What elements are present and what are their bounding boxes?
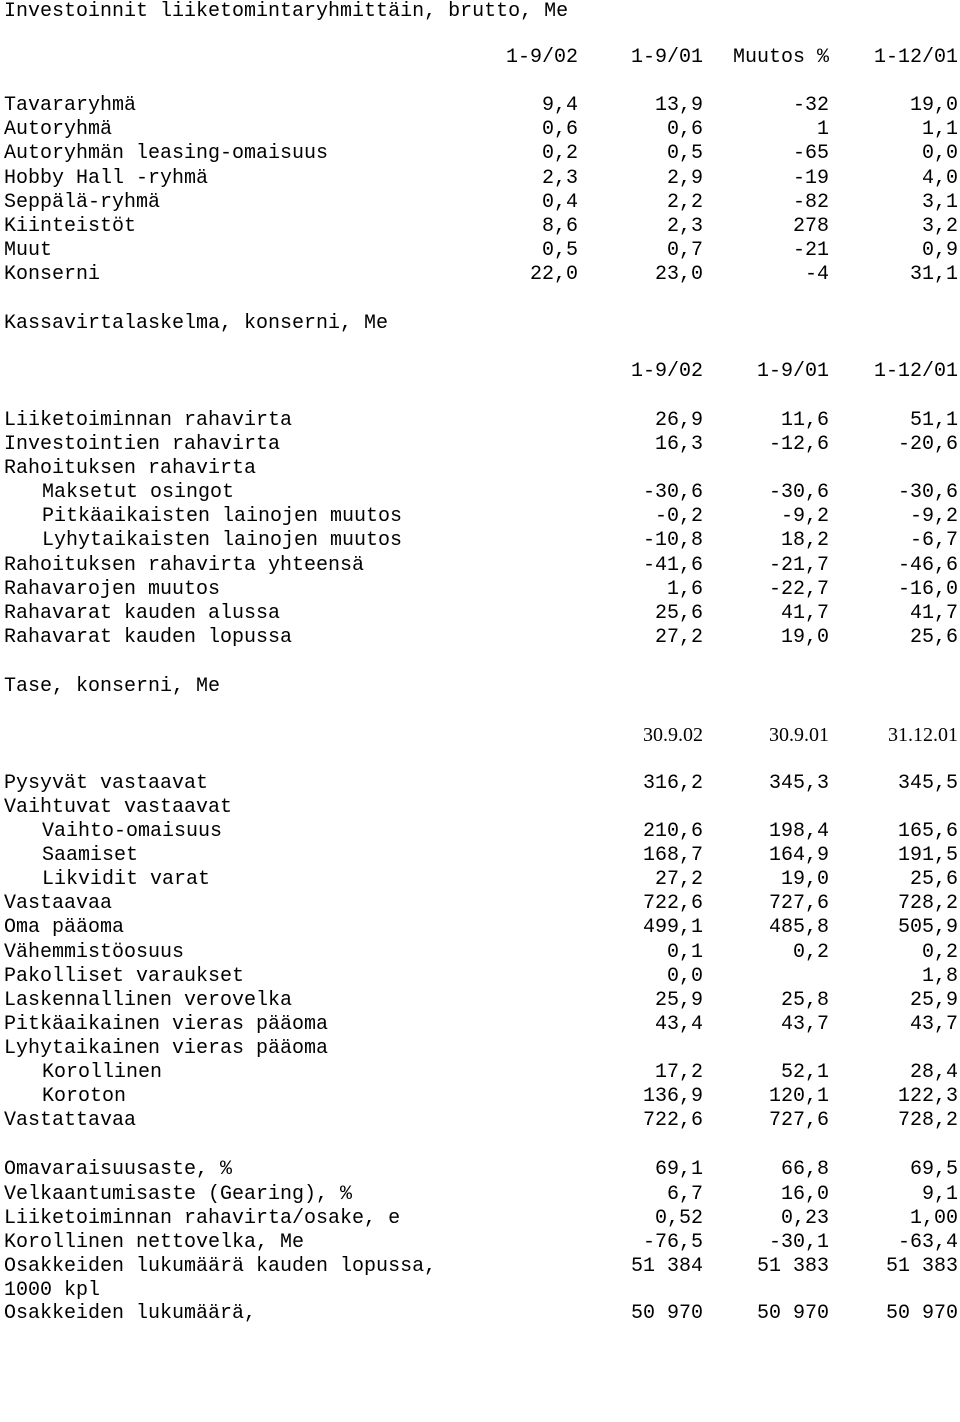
table-row <box>0 529 960 553</box>
table-row <box>0 191 960 215</box>
cell: -82 <box>792 191 829 214</box>
cell: 51,1 <box>909 409 958 432</box>
table-row <box>0 1013 960 1037</box>
row-label: Velkaantumisaste (Gearing), % <box>4 1183 353 1206</box>
cell: 164,9 <box>768 844 829 867</box>
table-row <box>0 916 960 940</box>
cell: 0,2 <box>921 941 958 964</box>
col-header-2: 1-9/01 <box>756 360 829 383</box>
cell: 18,2 <box>780 529 829 552</box>
section1-title-line <box>0 0 960 24</box>
cell: 52,1 <box>780 1061 829 1084</box>
row-label: Konserni <box>4 263 101 286</box>
row-label: Osakkeiden lukumäärä kauden lopussa, <box>4 1255 437 1278</box>
row-label: Korollinen <box>42 1061 163 1084</box>
row-label: Pakolliset varaukset <box>4 965 245 988</box>
table-row <box>0 772 960 796</box>
col-header-3: 1-12/01 <box>873 360 958 383</box>
cell: 728,2 <box>897 1109 958 1132</box>
cell: 50 970 <box>756 1302 829 1325</box>
cell: 165,6 <box>897 820 958 843</box>
table-row <box>0 820 960 844</box>
table-row <box>0 433 960 457</box>
cell: 41,7 <box>909 602 958 625</box>
cell: 0,9 <box>921 239 958 262</box>
cell: 13,9 <box>654 94 703 117</box>
cell: 3,2 <box>921 215 958 238</box>
cell: 9,1 <box>921 1183 958 1206</box>
cell: 1 <box>816 118 829 141</box>
cell: 168,7 <box>642 844 703 867</box>
row-label: Laskennallinen verovelka <box>4 989 293 1012</box>
cell: 31,1 <box>909 263 958 286</box>
cell: 27,2 <box>654 868 703 891</box>
cell: 0,0 <box>921 142 958 165</box>
table-row <box>0 1183 960 1207</box>
table-row <box>0 892 960 916</box>
cell: 485,8 <box>768 916 829 939</box>
table-row <box>0 167 960 191</box>
cell: -12,6 <box>768 433 829 456</box>
cell: 0,5 <box>666 142 703 165</box>
table-row <box>0 1231 960 1255</box>
cell: 19,0 <box>909 94 958 117</box>
table-row <box>0 941 960 965</box>
cell: 210,6 <box>642 820 703 843</box>
cell: 11,6 <box>780 409 829 432</box>
cell: -30,1 <box>768 1231 829 1254</box>
cell: -4 <box>804 263 829 286</box>
cell: 120,1 <box>768 1085 829 1108</box>
cell: 3,1 <box>921 191 958 214</box>
cell: 51 383 <box>885 1255 958 1278</box>
cell: 198,4 <box>768 820 829 843</box>
row-label: Vastaavaa <box>4 892 113 915</box>
cell: 278 <box>792 215 829 238</box>
section3-title: Tase, konserni, Me <box>4 675 221 698</box>
col-header-1: 1-9/02 <box>505 46 578 69</box>
cell: 1,6 <box>666 578 703 601</box>
row-label: Vaihtuvat vastaavat <box>4 796 233 819</box>
cell: 2,2 <box>666 191 703 214</box>
cell: 9,4 <box>541 94 578 117</box>
cell: 2,9 <box>666 167 703 190</box>
section1-title: Investoinnit liiketomintaryhmittäin, brutto, Me <box>4 0 569 23</box>
cell: 122,3 <box>897 1085 958 1108</box>
row-label: 1000 kpl <box>4 1279 101 1302</box>
row-label: Rahavarojen muutos <box>4 578 221 601</box>
row-label: Autoryhmä <box>4 118 113 141</box>
cell: 0,7 <box>666 239 703 262</box>
cell: 136,9 <box>642 1085 703 1108</box>
section2-title-line <box>0 312 960 336</box>
table-row <box>0 1255 960 1279</box>
cell: 8,6 <box>541 215 578 238</box>
cell: 0,52 <box>654 1207 703 1230</box>
cell: -30,6 <box>768 481 829 504</box>
table-row <box>0 1279 960 1303</box>
row-label: Osakkeiden lukumäärä, <box>4 1302 257 1325</box>
row-label: Oma pääoma <box>4 916 125 939</box>
col-header-3: 31.12.01 <box>888 724 958 746</box>
cell: 66,8 <box>780 1158 829 1181</box>
cell: 345,3 <box>768 772 829 795</box>
cell: 26,9 <box>654 409 703 432</box>
cell: -21 <box>792 239 829 262</box>
cell: -30,6 <box>642 481 703 504</box>
table-row <box>0 1085 960 1109</box>
cell: -0,2 <box>654 505 703 528</box>
cell: 25,8 <box>780 989 829 1012</box>
table-row <box>0 94 960 118</box>
cell: 19,0 <box>780 868 829 891</box>
cell: 191,5 <box>897 844 958 867</box>
cell: 722,6 <box>642 1109 703 1132</box>
cell: 499,1 <box>642 916 703 939</box>
cell: 345,5 <box>897 772 958 795</box>
row-label: Lyhytaikaisten lainojen muutos <box>42 529 403 552</box>
cell: 25,6 <box>654 602 703 625</box>
cell: 0,0 <box>666 965 703 988</box>
row-label: Omavaraisuusaste, % <box>4 1158 233 1181</box>
cell: 51 384 <box>630 1255 703 1278</box>
cell: 505,9 <box>897 916 958 939</box>
row-label: Saamiset <box>42 844 139 867</box>
table-row <box>0 1061 960 1085</box>
row-label: Vaihto-omaisuus <box>42 820 223 843</box>
row-label: Pitkäaikaisten lainojen muutos <box>42 505 403 528</box>
cell: 23,0 <box>654 263 703 286</box>
row-label: Seppälä-ryhmä <box>4 191 161 214</box>
col-header-1: 1-9/02 <box>630 360 703 383</box>
row-label: Rahavarat kauden lopussa <box>4 626 293 649</box>
cell: 727,6 <box>768 1109 829 1132</box>
cell: 727,6 <box>768 892 829 915</box>
cell: 0,23 <box>780 1207 829 1230</box>
row-label: Maksetut osingot <box>42 481 235 504</box>
cell: 25,6 <box>909 626 958 649</box>
cell: 43,7 <box>780 1013 829 1036</box>
cell: -46,6 <box>897 554 958 577</box>
cell: 728,2 <box>897 892 958 915</box>
row-label: Korollinen nettovelka, Me <box>4 1231 305 1254</box>
row-label: Autoryhmän leasing-omaisuus <box>4 142 329 165</box>
section1-header-row <box>0 46 960 70</box>
row-label: Tavararyhmä <box>4 94 137 117</box>
cell: 6,7 <box>666 1183 703 1206</box>
cell: 50 970 <box>630 1302 703 1325</box>
row-label: Vastattavaa <box>4 1109 137 1132</box>
table-row <box>0 1302 960 1326</box>
cell: 19,0 <box>780 626 829 649</box>
row-label: Pysyvät vastaavat <box>4 772 209 795</box>
row-label: Rahoituksen rahavirta yhteensä <box>4 554 365 577</box>
cell: 25,6 <box>909 868 958 891</box>
cell: 0,6 <box>666 118 703 141</box>
cell: -16,0 <box>897 578 958 601</box>
cell: 27,2 <box>654 626 703 649</box>
cell: 41,7 <box>780 602 829 625</box>
cell: 0,1 <box>666 941 703 964</box>
table-row <box>0 578 960 602</box>
cell: 0,6 <box>541 118 578 141</box>
cell: -9,2 <box>909 505 958 528</box>
cell: 51 383 <box>756 1255 829 1278</box>
table-row <box>0 1207 960 1231</box>
row-label: Pitkäaikainen vieras pääoma <box>4 1013 329 1036</box>
cell: 0,2 <box>792 941 829 964</box>
cell: -32 <box>792 94 829 117</box>
table-row <box>0 626 960 650</box>
cell: -6,7 <box>909 529 958 552</box>
cell: 43,7 <box>909 1013 958 1036</box>
table-row <box>0 457 960 481</box>
cell: 22,0 <box>529 263 578 286</box>
row-label: Lyhytaikainen vieras pääoma <box>4 1037 329 1060</box>
cell: 0,2 <box>541 142 578 165</box>
table-row <box>0 263 960 287</box>
col-header-2: 30.9.01 <box>769 724 829 746</box>
table-row <box>0 409 960 433</box>
cell: -9,2 <box>780 505 829 528</box>
cell: -41,6 <box>642 554 703 577</box>
row-label: Rahavarat kauden alussa <box>4 602 281 625</box>
row-label: Liiketoiminnan rahavirta/osake, e <box>4 1207 401 1230</box>
cell: -22,7 <box>768 578 829 601</box>
row-label: Rahoituksen rahavirta <box>4 457 257 480</box>
section2-title: Kassavirtalaskelma, konserni, Me <box>4 312 389 335</box>
row-label: Kiinteistöt <box>4 215 137 238</box>
row-label: Vähemmistöosuus <box>4 941 185 964</box>
cell: 17,2 <box>654 1061 703 1084</box>
table-row <box>0 965 960 989</box>
table-row <box>0 1158 960 1182</box>
table-row <box>0 989 960 1013</box>
cell: -76,5 <box>642 1231 703 1254</box>
cell: 0,5 <box>541 239 578 262</box>
cell: 16,3 <box>654 433 703 456</box>
section3-title-line <box>0 675 960 699</box>
cell: 69,5 <box>909 1158 958 1181</box>
section3-header-row <box>0 723 960 747</box>
row-label: Likvidit varat <box>42 868 211 891</box>
table-row <box>0 796 960 820</box>
cell: 16,0 <box>780 1183 829 1206</box>
cell: -10,8 <box>642 529 703 552</box>
cell: 2,3 <box>541 167 578 190</box>
cell: 1,8 <box>921 965 958 988</box>
table-row <box>0 481 960 505</box>
cell: -20,6 <box>897 433 958 456</box>
col-header-4: 1-12/01 <box>873 46 958 69</box>
cell: 25,9 <box>909 989 958 1012</box>
cell: -21,7 <box>768 554 829 577</box>
cell: 43,4 <box>654 1013 703 1036</box>
cell: 1,00 <box>909 1207 958 1230</box>
cell: -19 <box>792 167 829 190</box>
table-row <box>0 1109 960 1133</box>
table-row <box>0 239 960 263</box>
col-header-3: Muutos % <box>732 46 829 69</box>
table-row <box>0 868 960 892</box>
table-row <box>0 844 960 868</box>
cell: 316,2 <box>642 772 703 795</box>
row-label: Liiketoiminnan rahavirta <box>4 409 293 432</box>
cell: -30,6 <box>897 481 958 504</box>
cell: 2,3 <box>666 215 703 238</box>
col-header-1: 30.9.02 <box>643 724 703 746</box>
row-label: Investointien rahavirta <box>4 433 281 456</box>
row-label: Koroton <box>42 1085 127 1108</box>
col-header-2: 1-9/01 <box>630 46 703 69</box>
cell: 0,4 <box>541 191 578 214</box>
table-row <box>0 215 960 239</box>
section2-header-row <box>0 360 960 384</box>
row-label: Muut <box>4 239 53 262</box>
cell: -63,4 <box>897 1231 958 1254</box>
cell: -65 <box>792 142 829 165</box>
table-row <box>0 505 960 529</box>
row-label: Hobby Hall -ryhmä <box>4 167 209 190</box>
cell: 722,6 <box>642 892 703 915</box>
cell: 1,1 <box>921 118 958 141</box>
cell: 50 970 <box>885 1302 958 1325</box>
table-row <box>0 142 960 166</box>
cell: 69,1 <box>654 1158 703 1181</box>
table-row <box>0 1037 960 1061</box>
table-row <box>0 602 960 626</box>
table-row <box>0 554 960 578</box>
cell: 4,0 <box>921 167 958 190</box>
cell: 25,9 <box>654 989 703 1012</box>
table-row <box>0 118 960 142</box>
cell: 28,4 <box>909 1061 958 1084</box>
